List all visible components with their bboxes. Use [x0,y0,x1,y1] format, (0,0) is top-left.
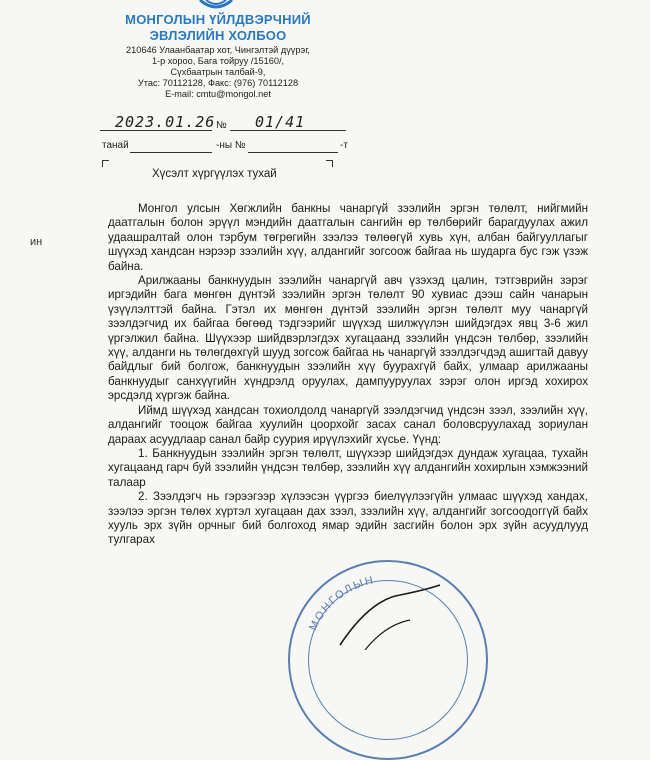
address-line: E-mail: cmtu@mongol.net [165,89,271,99]
t-label: -т [340,140,348,151]
org-address [118,45,318,100]
org-name [118,12,318,44]
body-paragraph: Арилжааны банкнуудын зээлийн чанаргүй авч үзэхэд цалин, тэтгэврийн зэрэг иргэдийн бага мөнгөн дүнтэй зээлийн эргэн төлөлт 90 хувиас дээш сайн чанарын үзүүлэлттэй байна. Гэтэл их мөнгөн дүнтэй зээлийн эргэн төлөлт муу чанаргүй зээлдэгчид их байгаа бөгөөд тэдгээрийг шүүхэд шилжүүлэн шийдэгдэх явц 3-6 жил үргэлжил байна. Шүүхээр шийдвэрлэгдэх хугацаанд зээлийн үндсэн төлбөр, зээлийн хүү, алданги нь төлөгдөхгүй шууд зогсож байгаа нь чанаргүй зээлдэгчдэд ашигтай давуу байдлыг бий болгож, банкнуудын зээлийн хүү буурахгүй байх, улмаар арилжааны банкнуудыг санхүүгийн хүндрэлд оруулах, дампууруулах зэрэг олон иргэд хохирох эрсдэлд хүргэж байна. [108,274,588,403]
margin-mark: ин [30,236,43,248]
letter-subject: Хүсэлт хүргүүлэх тухай [152,168,277,180]
signature-icon [330,580,450,650]
union-logo-icon [196,0,236,12]
ny-number-underline [248,152,338,153]
number-underline [230,130,346,131]
address-line: Сүхбаатрын талбай-9, [170,67,266,77]
letter-date: 2023.01.26 [115,113,216,131]
body-paragraph: Монгол улсын Хөгжлийн банкны чанаргүй зээлийн эргэн төлөлт, нийгмийн даатгалын болон эрүүл мэндийн даатгалын сангийн өр төлбөрийг барагдуулах ажил удаашралтай олон тэрбум төгрөгийн зээлээ төлөөгүй хувь хүн, албан байгууллагыг шүүхэд хандсан нэрээр зээлийн хүү, алдангийг зогсоож байгаа нь шударга бус гэж үзэж байна. [108,202,588,273]
stamp-text: МОНГОЛЫН [307,574,377,633]
number-sign: № [216,120,227,131]
body-paragraph: Иймд шүүхэд хандсан тохиолдолд чанаргүй зээлдэгчид үндсэн зээл, зээлийн хүү, алдангийг тооцож байгаа хуулийн цоорхойг засах санал боловсруулахад зориулан дараах асуудлаар санал байр суурия ирүүлэхийг хүсье. Үүнд: [108,403,588,446]
org-name-line1: МОНГОЛЫН ҮЙЛДВЭРЧНИЙ [125,12,311,27]
org-name-line2: ЭВЛЭЛИЙН ХОЛБОО [149,28,287,43]
ny-number-label: -ны № [216,140,246,151]
letter-body [108,202,588,548]
address-line: Утас: 70112128, Факс: (976) 70112128 [137,78,299,88]
address-line: 210646 Улаанбаатар хот, Чингэлтэй дүүрэг, [126,45,310,55]
your-ref-label: танай [102,140,129,151]
date-underline [100,130,212,131]
your-ref-underline [130,152,212,153]
address-line: 1-р хороо, Бага тойруу /15160/, [151,56,285,66]
subject-corner-left [102,160,109,167]
letter-number: 01/41 [255,113,306,131]
subject-corner-right [326,160,333,167]
body-paragraph: 1. Банкнуудын зээлийн эргэн төлөлт, шүүхээр шийдэгдэх дундаж хугацаа, тухайн хугацаанд гарч буй зээлийн үндсэн төлбөр, зээлийн хүү алдангийн хохирлын хэмжээний талаар [108,446,588,489]
body-paragraph: 2. Зээлдэгч нь гэрээгээр хүлээсэн үүргээ биелүүлээгүйн улмаас шүүхэд хандах, зээлээ эргэн төлөх хүртэл хугацаан дах зээл, зээлийн хүү, алдангийг зогсоодоггүй байх хууль эрх зүйн орчныг бий болгоход ямар эдийн засгийн болон эрх зүйн асуудлууд тулгарах [108,490,588,547]
